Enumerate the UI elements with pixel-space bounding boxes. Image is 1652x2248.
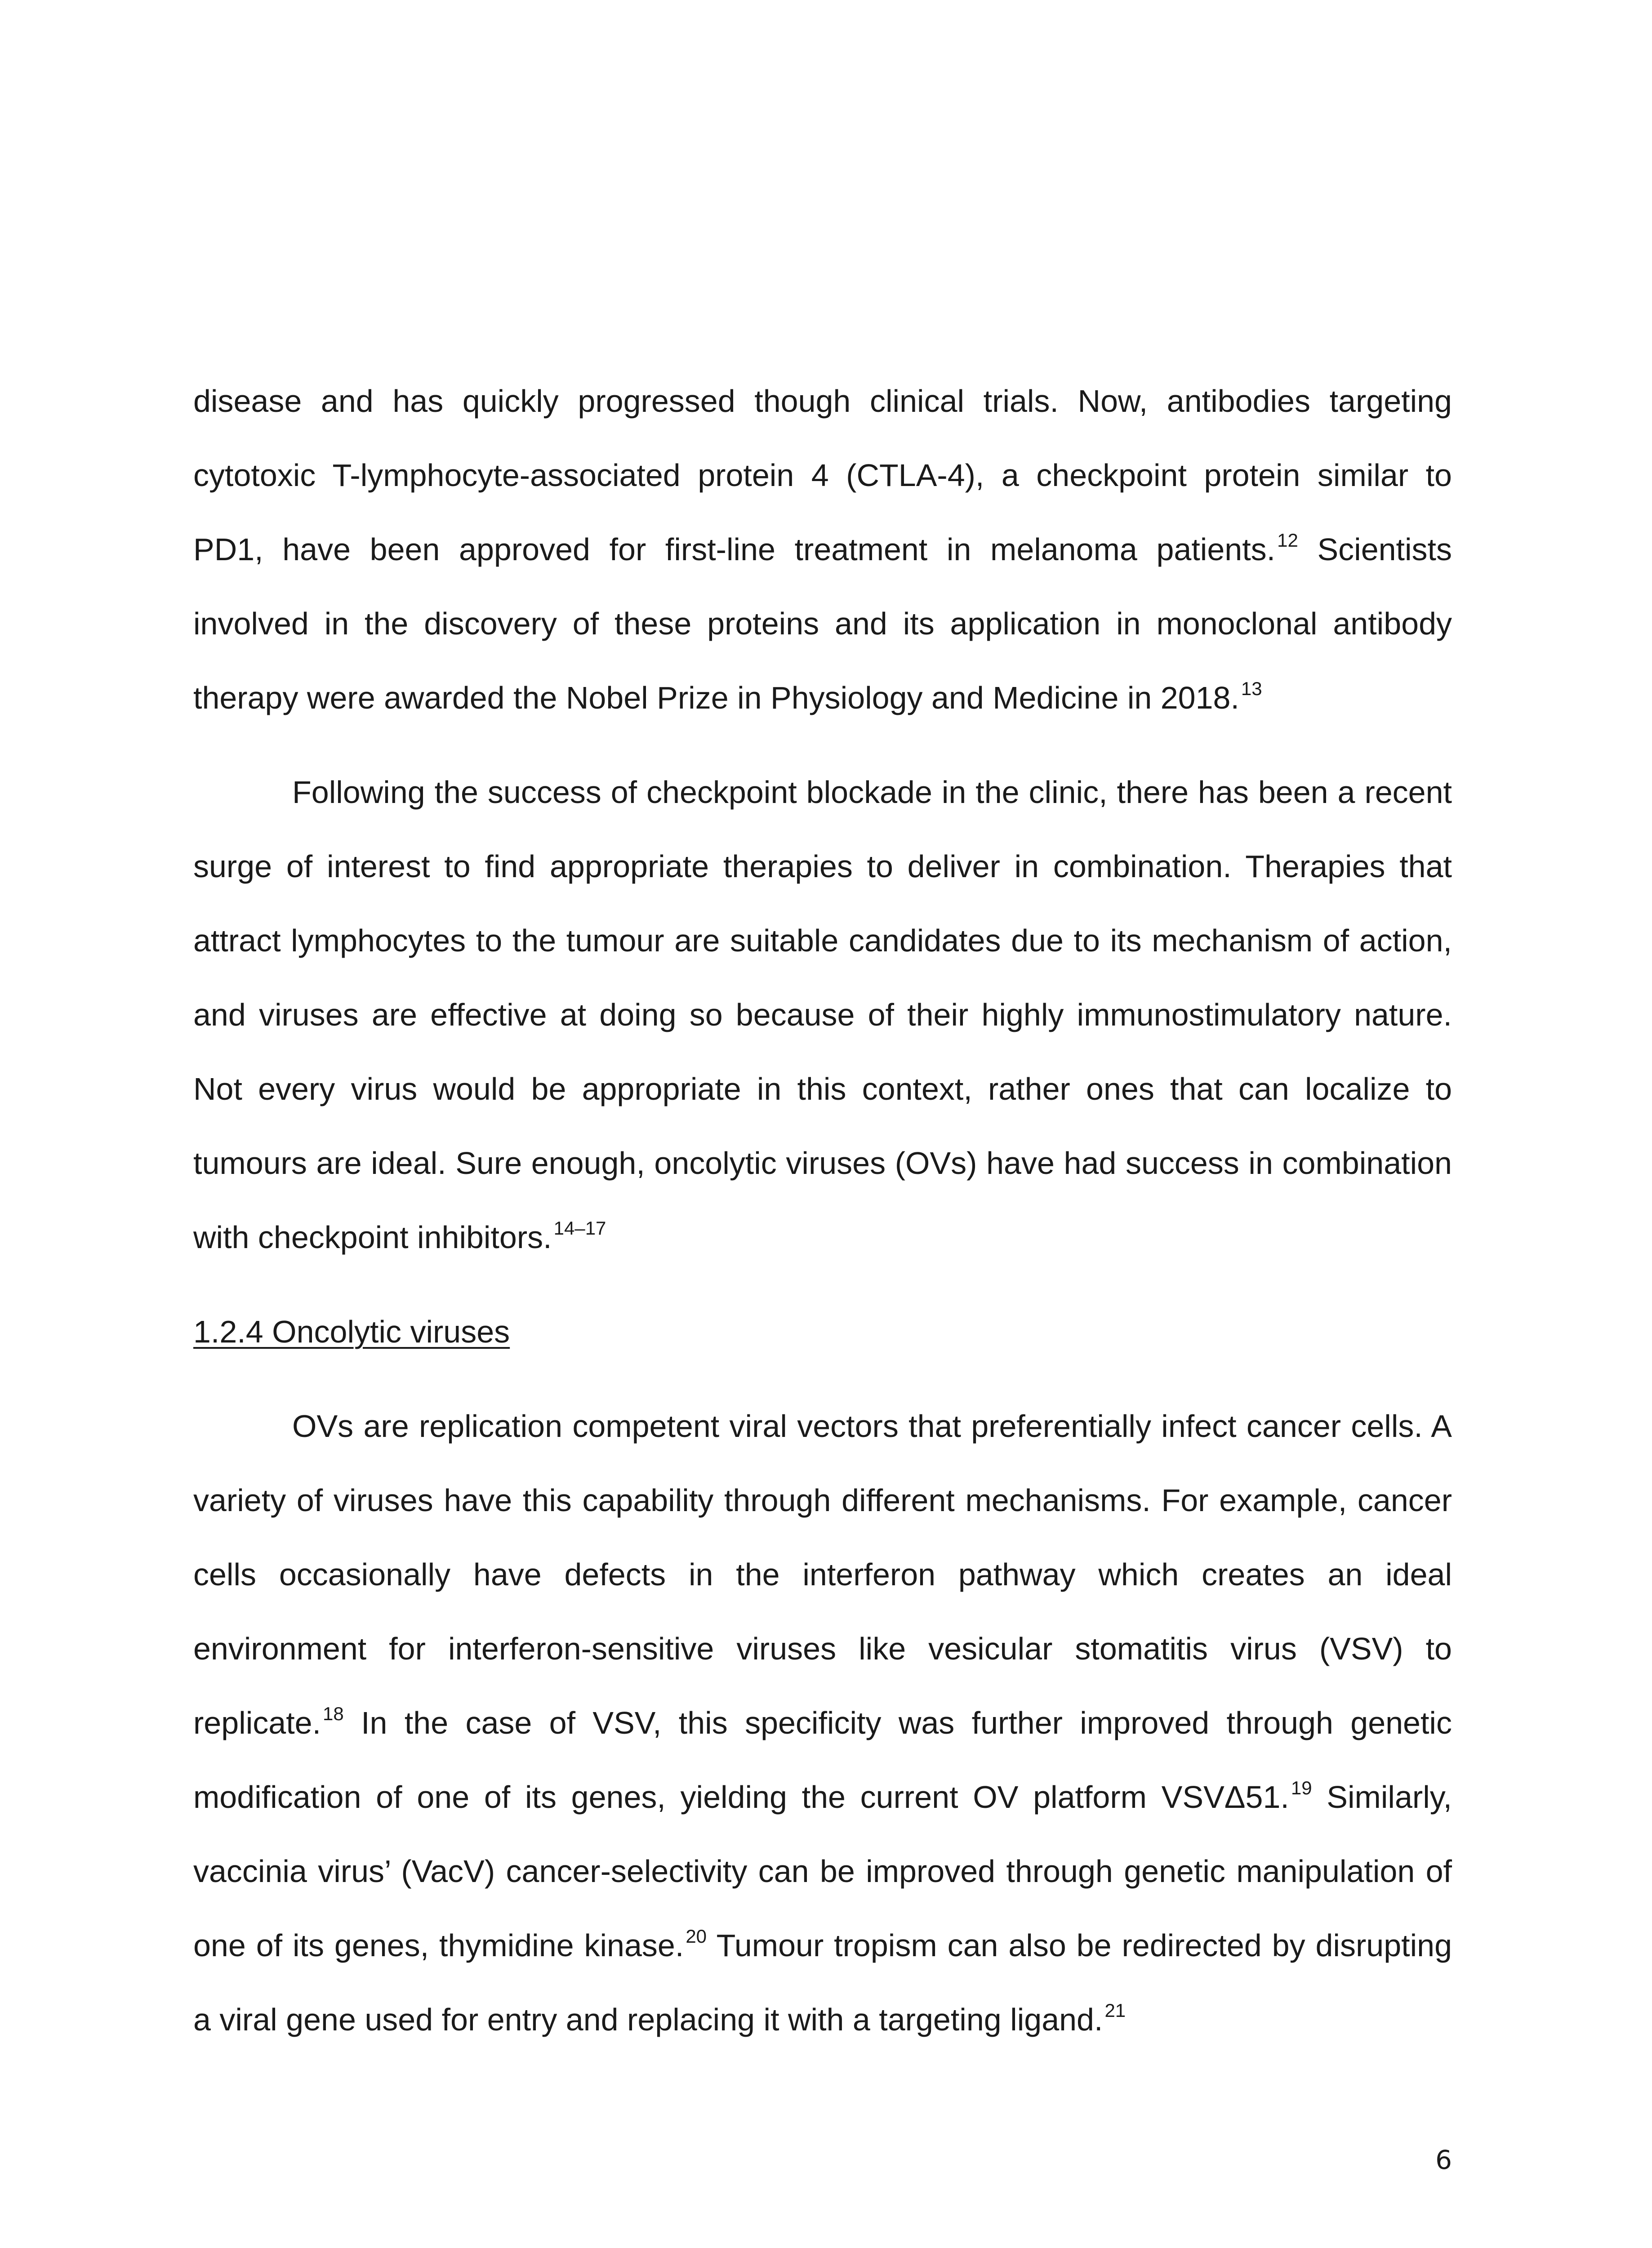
body-text <box>193 364 1452 2057</box>
paragraph-text: Similarly, vaccinia virus’ (VacV) cancer-selectivity can be improved through genetic manipulation of one of its genes, thymidine kinase. <box>193 1780 1452 1963</box>
paragraph-text: OVs are replication competent viral vectors that preferentially infect cancer cells. A variety of viruses have this capability through different mechanisms. For example, cancer cells occasionally have defects in the interferon pathway which creates an ideal environment for interferon-sensitive viruses like vesicular stomatitis virus (VSV) to replicate. <box>193 1409 1452 1740</box>
paragraph-text: In the case of VSV, this specificity was further improved through genetic modification of one of its genes, yielding the current OV platform VSVΔ51. <box>193 1705 1452 1815</box>
section-heading: 1.2.4 Oncolytic viruses <box>193 1314 510 1349</box>
citation-superscript: 19 <box>1291 1777 1312 1798</box>
paragraph-text: Following the success of checkpoint blockade in the clinic, there has been a recent surge of interest to find appropriate therapies to deliver in combination. Therapies that attract lymphocytes to the tumour are suitable candidates due to its mechanism of action, and viruses are effective at doing so because of their highly immunostimulatory nature. Not every virus would be appropriate in this context, rather ones that can localize to tumours are ideal. Sure enough, oncolytic viruses (OVs) have had success in combination with checkpoint inhibitors. <box>193 775 1452 1255</box>
citation-superscript: 12 <box>1277 530 1298 551</box>
citation-superscript: 18 <box>323 1703 344 1724</box>
citation-superscript: 21 <box>1104 2000 1126 2021</box>
paragraph-text: Scientists involved in the discovery of these proteins and its application in monoclonal antibody therapy were awarded the Nobel Prize in Physiology and Medicine in 2018. <box>193 532 1452 715</box>
paragraph-oncolytic-viruses <box>193 1389 1452 2057</box>
paragraph-checkpoint-antibodies <box>193 364 1452 735</box>
citation-superscript: 14–17 <box>553 1218 606 1239</box>
paragraph-text: Tumour tropism can also be redirected by disrupting a viral gene used for entry and replacing it with a targeting ligand. <box>193 1928 1452 2037</box>
paragraph-combination-therapies <box>193 755 1452 1275</box>
citation-superscript: 20 <box>686 1926 707 1947</box>
citation-superscript: 13 <box>1241 678 1262 699</box>
page-number: 6 <box>1435 2145 1452 2175</box>
paragraph-text: disease and has quickly progressed though clinical trials. Now, antibodies targeting cytotoxic T-lymphocyte-associated protein 4 (CTLA-4), a checkpoint protein similar to PD1, have been approved for first-line treatment in melanoma patients. <box>193 384 1452 567</box>
